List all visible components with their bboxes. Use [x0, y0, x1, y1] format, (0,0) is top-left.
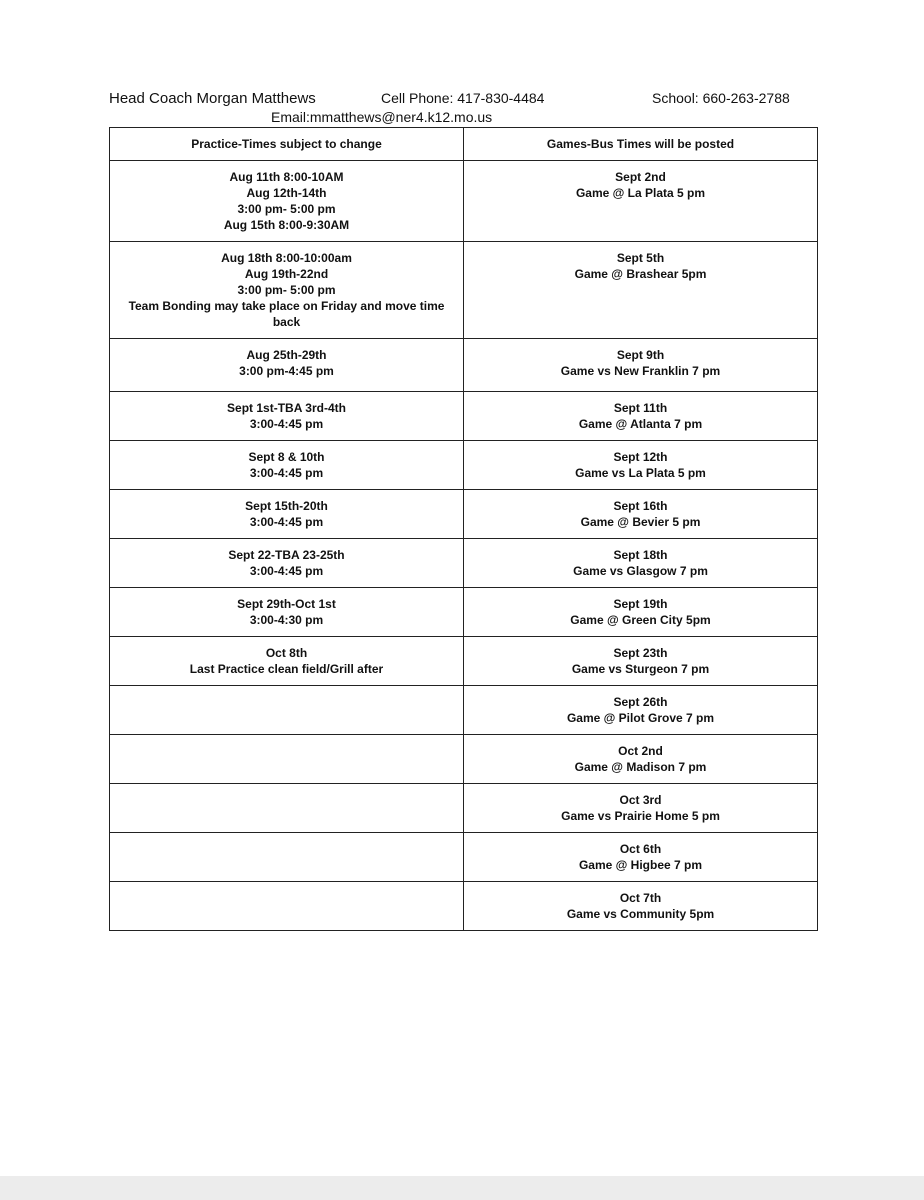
game-text: Oct 6th — [619, 842, 662, 856]
practice-cell — [110, 242, 464, 339]
practice-text: Sept 22-TBA 23-25th — [228, 548, 345, 562]
practice-cell — [110, 784, 464, 833]
game-text: Sept 23th — [613, 646, 668, 660]
table-row — [110, 539, 818, 588]
game-cell — [464, 784, 818, 833]
game-text: Sept 18th — [613, 548, 668, 562]
practice-text: 3:00-4:45 pm — [249, 564, 324, 578]
practice-cell — [110, 833, 464, 882]
game-cell — [464, 242, 818, 339]
game-text: Game @ Pilot Grove 7 pm — [566, 711, 715, 725]
game-text: Game @ Higbee 7 pm — [578, 858, 703, 872]
practice-text: 3:00-4:45 pm — [249, 466, 324, 480]
table-row — [110, 686, 818, 735]
practice-text: Sept 8 & 10th — [248, 450, 325, 464]
game-text: Game vs Prairie Home 5 pm — [561, 809, 720, 823]
table-row — [110, 242, 818, 339]
game-cell — [464, 735, 818, 784]
coach-name: Head Coach Morgan Matthews — [109, 90, 316, 107]
practice-text: Last Practice clean field/Grill after — [189, 662, 384, 676]
practice-text: 3:00 pm- 5:00 pm — [237, 283, 336, 297]
practice-cell — [110, 490, 464, 539]
game-text: Sept 26th — [613, 695, 668, 709]
game-text: Sept 16th — [613, 499, 668, 513]
practice-text: Aug 15th 8:00-9:30AM — [223, 218, 350, 232]
table-row — [110, 490, 818, 539]
game-text: Sept 12th — [613, 450, 668, 464]
game-text: Game @ Atlanta 7 pm — [578, 417, 703, 431]
practice-text: Aug 25th-29th — [246, 348, 327, 362]
game-cell — [464, 339, 818, 392]
game-cell — [464, 686, 818, 735]
game-text: Oct 7th — [619, 891, 662, 905]
practice-text: Aug 19th-22nd — [244, 267, 329, 281]
practice-text: 3:00-4:45 pm — [249, 515, 324, 529]
school-phone: School: 660-263-2788 — [652, 90, 790, 106]
table-row — [110, 339, 818, 392]
table-row — [110, 637, 818, 686]
practice-cell — [110, 637, 464, 686]
game-text: Game @ La Plata 5 pm — [575, 186, 706, 200]
practice-cell — [110, 588, 464, 637]
practice-cell — [110, 539, 464, 588]
game-text: Game @ Green City 5pm — [570, 613, 711, 627]
game-text: Oct 3rd — [619, 793, 662, 807]
table-row — [110, 784, 818, 833]
game-text: Game @ Madison 7 pm — [574, 760, 707, 774]
practice-cell — [110, 441, 464, 490]
table-row — [110, 161, 818, 242]
practice-text: Sept 15th-20th — [245, 499, 328, 513]
practice-cell — [110, 161, 464, 242]
coach-email: Email:mmatthews@ner4.k12.mo.us — [271, 109, 493, 125]
practice-text: Aug 12th-14th — [246, 186, 327, 200]
game-text: Sept 19th — [613, 597, 668, 611]
practice-text: Aug 11th 8:00-10AM — [229, 170, 344, 184]
game-text: Game @ Brashear 5pm — [574, 267, 707, 281]
game-text: Game vs Glasgow 7 pm — [573, 564, 708, 578]
table-row — [110, 882, 818, 931]
table-header-row — [110, 128, 818, 161]
game-cell — [464, 490, 818, 539]
practice-text: Sept 29th-Oct 1st — [237, 597, 336, 611]
game-text: Sept 11th — [613, 401, 668, 415]
game-cell — [464, 882, 818, 931]
game-cell — [464, 392, 818, 441]
game-text: Game vs New Franklin 7 pm — [560, 364, 721, 378]
game-cell — [464, 588, 818, 637]
table-row — [110, 735, 818, 784]
game-text: Game vs Community 5pm — [566, 907, 715, 921]
practice-text: 3:00 pm-4:45 pm — [239, 364, 334, 378]
page-bottom-margin — [0, 1176, 924, 1200]
practice-cell — [110, 686, 464, 735]
game-text: Sept 2nd — [615, 170, 666, 184]
practice-column-header: Practice-Times subject to change — [110, 128, 464, 161]
game-cell — [464, 637, 818, 686]
game-cell — [464, 539, 818, 588]
practice-text: 3:00-4:45 pm — [249, 417, 324, 431]
table-row — [110, 833, 818, 882]
game-text: Sept 9th — [616, 348, 665, 362]
game-cell — [464, 833, 818, 882]
game-text: Sept 5th — [616, 251, 665, 265]
cell-phone: Cell Phone: 417-830-4484 — [381, 90, 545, 106]
game-text: Oct 2nd — [618, 744, 663, 758]
practice-cell — [110, 735, 464, 784]
practice-text: 3:00 pm- 5:00 pm — [237, 202, 336, 216]
schedule-table — [109, 127, 818, 931]
practice-cell — [110, 392, 464, 441]
game-text: Game vs Sturgeon 7 pm — [571, 662, 710, 676]
practice-cell — [110, 339, 464, 392]
game-text: Game vs La Plata 5 pm — [575, 466, 706, 480]
practice-text: Aug 18th 8:00-10:00am — [221, 251, 352, 265]
practice-cell — [110, 882, 464, 931]
practice-text: Team Bonding may take place on Friday and move time back — [128, 299, 445, 329]
practice-text: Oct 8th — [265, 646, 308, 660]
table-row — [110, 441, 818, 490]
practice-text: Sept 1st-TBA 3rd-4th — [227, 401, 346, 415]
table-row — [110, 588, 818, 637]
practice-text: 3:00-4:30 pm — [249, 613, 324, 627]
game-cell — [464, 161, 818, 242]
games-column-header: Games-Bus Times will be posted — [464, 128, 818, 161]
game-text: Game @ Bevier 5 pm — [580, 515, 701, 529]
table-row — [110, 392, 818, 441]
game-cell — [464, 441, 818, 490]
